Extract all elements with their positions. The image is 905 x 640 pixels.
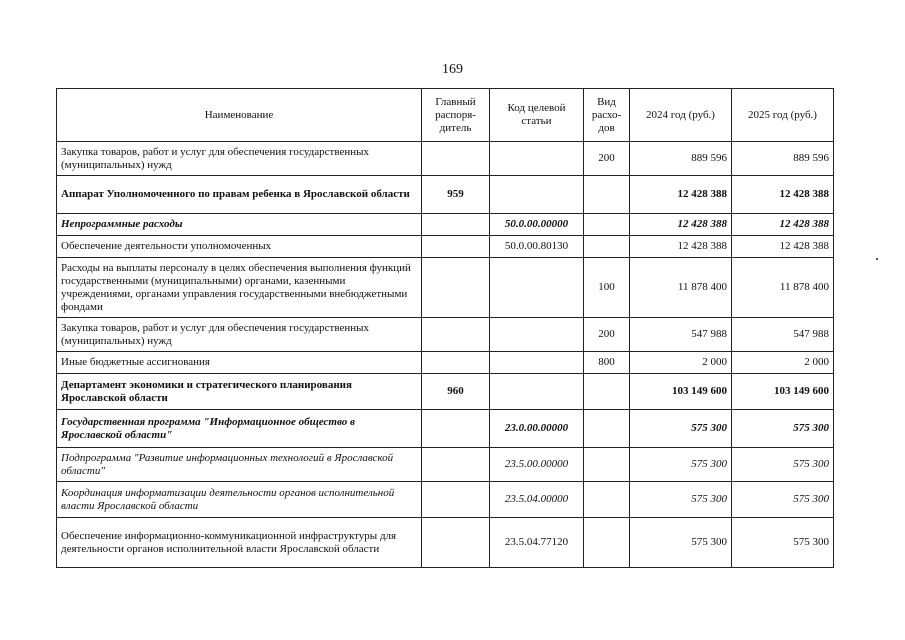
cell-chief-manager (422, 258, 490, 318)
table-body (57, 142, 834, 568)
cell-name: Департамент экономики и стратегического планирования Ярославской области (57, 374, 422, 410)
cell-expense-type: 800 (584, 352, 630, 374)
table-row (57, 518, 834, 568)
table-row (57, 352, 834, 374)
cell-name: Иные бюджетные ассигнования (57, 352, 422, 374)
page-number: 169 (442, 62, 463, 77)
cell-chief-manager (422, 352, 490, 374)
cell-name: Закупка товаров, работ и услуг для обеспечения государственных (муниципальных) нужд (57, 142, 422, 176)
cell-amount-2025: 889 596 (732, 142, 834, 176)
cell-amount-2025: 575 300 (732, 448, 834, 482)
budget-table (56, 88, 834, 568)
table-row (57, 374, 834, 410)
cell-expense-type (584, 374, 630, 410)
cell-amount-2024: 12 428 388 (630, 236, 732, 258)
cell-chief-manager: 960 (422, 374, 490, 410)
cell-amount-2024: 11 878 400 (630, 258, 732, 318)
cell-target-code (490, 374, 584, 410)
table-row (57, 410, 834, 448)
cell-amount-2025: 11 878 400 (732, 258, 834, 318)
cell-chief-manager (422, 518, 490, 568)
cell-chief-manager (422, 142, 490, 176)
cell-amount-2024: 12 428 388 (630, 214, 732, 236)
cell-target-code (490, 176, 584, 214)
cell-amount-2025: 547 988 (732, 318, 834, 352)
table-row (57, 448, 834, 482)
table-row (57, 176, 834, 214)
header-target-code: Код целевой статьи (490, 89, 584, 142)
scan-speck (876, 258, 878, 260)
cell-target-code: 23.5.04.00000 (490, 482, 584, 518)
cell-name: Обеспечение деятельности уполномоченных (57, 236, 422, 258)
cell-target-code: 23.5.04.77120 (490, 518, 584, 568)
cell-amount-2024: 2 000 (630, 352, 732, 374)
cell-amount-2024: 575 300 (630, 482, 732, 518)
cell-name: Государственная программа "Информационное общество в Ярославской области" (57, 410, 422, 448)
cell-expense-type (584, 518, 630, 568)
cell-amount-2024: 575 300 (630, 410, 732, 448)
cell-target-code (490, 352, 584, 374)
cell-amount-2025: 2 000 (732, 352, 834, 374)
table-row (57, 318, 834, 352)
cell-amount-2025: 12 428 388 (732, 236, 834, 258)
cell-amount-2025: 103 149 600 (732, 374, 834, 410)
cell-name: Координация информатизации деятельности органов исполнительной власти Ярославской области (57, 482, 422, 518)
cell-amount-2024: 575 300 (630, 448, 732, 482)
cell-chief-manager: 959 (422, 176, 490, 214)
cell-chief-manager (422, 318, 490, 352)
cell-amount-2024: 889 596 (630, 142, 732, 176)
header-expense-type: Вид расхо-дов (584, 89, 630, 142)
header-year-2025: 2025 год (руб.) (732, 89, 834, 142)
cell-expense-type: 200 (584, 142, 630, 176)
cell-name: Закупка товаров, работ и услуг для обеспечения государственных (муниципальных) нужд (57, 318, 422, 352)
cell-amount-2025: 575 300 (732, 410, 834, 448)
cell-target-code (490, 258, 584, 318)
cell-amount-2025: 575 300 (732, 482, 834, 518)
cell-target-code: 50.0.00.00000 (490, 214, 584, 236)
cell-expense-type: 200 (584, 318, 630, 352)
table-row (57, 258, 834, 318)
header-chief-manager: Главный распоря-дитель (422, 89, 490, 142)
cell-name: Обеспечение информационно-коммуникационной инфраструктуры для деятельности органов исполнительной власти Ярославской области (57, 518, 422, 568)
cell-chief-manager (422, 410, 490, 448)
cell-expense-type (584, 176, 630, 214)
cell-name: Непрограммные расходы (57, 214, 422, 236)
cell-expense-type (584, 448, 630, 482)
cell-chief-manager (422, 214, 490, 236)
table-row (57, 142, 834, 176)
cell-target-code: 23.5.00.00000 (490, 448, 584, 482)
cell-amount-2024: 575 300 (630, 518, 732, 568)
table-row (57, 236, 834, 258)
cell-amount-2025: 12 428 388 (732, 176, 834, 214)
cell-name: Подпрограмма "Развитие информационных технологий в Ярославской области" (57, 448, 422, 482)
cell-chief-manager (422, 448, 490, 482)
table-header-row (57, 89, 834, 142)
cell-amount-2025: 575 300 (732, 518, 834, 568)
cell-chief-manager (422, 482, 490, 518)
table-row (57, 482, 834, 518)
cell-expense-type (584, 214, 630, 236)
cell-amount-2024: 12 428 388 (630, 176, 732, 214)
cell-target-code (490, 142, 584, 176)
cell-amount-2024: 547 988 (630, 318, 732, 352)
cell-target-code (490, 318, 584, 352)
cell-name: Расходы на выплаты персоналу в целях обеспечения выполнения функций государственными (муниципальными) органами, казенными учреждениями, органами управления государственными внебюджетными фондами (57, 258, 422, 318)
table-row (57, 214, 834, 236)
header-name: Наименование (57, 89, 422, 142)
cell-expense-type: 100 (584, 258, 630, 318)
cell-amount-2024: 103 149 600 (630, 374, 732, 410)
cell-target-code: 50.0.00.80130 (490, 236, 584, 258)
cell-name: Аппарат Уполномоченного по правам ребенка в Ярославской области (57, 176, 422, 214)
cell-expense-type (584, 236, 630, 258)
cell-expense-type (584, 410, 630, 448)
cell-expense-type (584, 482, 630, 518)
header-year-2024: 2024 год (руб.) (630, 89, 732, 142)
cell-amount-2025: 12 428 388 (732, 214, 834, 236)
cell-target-code: 23.0.00.00000 (490, 410, 584, 448)
cell-chief-manager (422, 236, 490, 258)
